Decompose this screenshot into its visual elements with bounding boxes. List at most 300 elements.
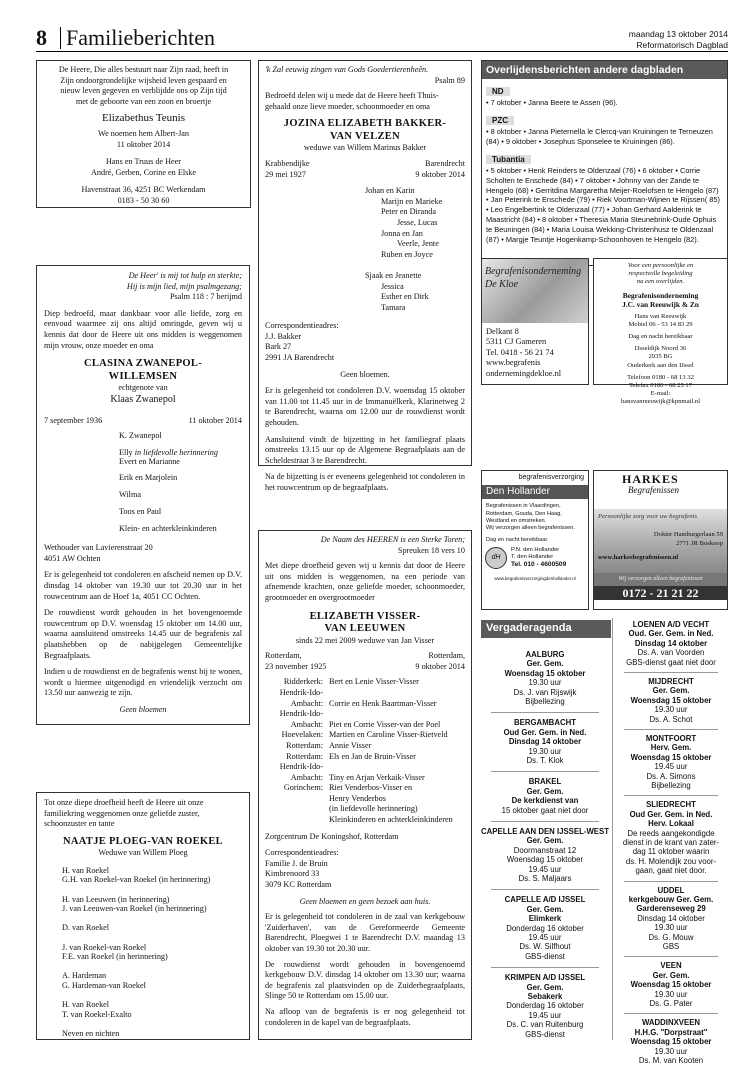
family-member: [62, 885, 242, 895]
agenda-church: Ger. Gem.: [652, 686, 690, 696]
birth-intro: [43, 65, 244, 107]
birth-place: Krabbendijke: [265, 158, 310, 168]
agenda-church: Ger. Gem.: [526, 786, 564, 796]
agenda-date: Dinsdag 14 oktober: [508, 737, 582, 747]
section-title: Familieberichten: [66, 25, 216, 50]
intro-line: na een overlijden.: [636, 278, 685, 286]
agenda-separator: [624, 795, 718, 796]
agenda-detail: Ds. W. Silfhout: [519, 942, 571, 952]
family-member: Els en Jan de Bruin-Visser: [329, 751, 416, 761]
agenda-church: Oud. Ger. Gem. in Ned.: [628, 629, 714, 639]
reeuwijk-contact: [596, 313, 725, 329]
ad-de-kloe: [481, 258, 589, 385]
address-line: J.J. Bakker: [265, 331, 302, 341]
obituary-intro: Met diepe droefheid geven wij u kennis dat door de Heere uit ons midden is weggenomen, na een periode van afnemende krachten, onze geliefde moeder, schoonmoeder, grootmoeder en overgrootmoeder: [265, 561, 465, 602]
family-names: [329, 720, 440, 731]
agenda-church: Garderenseweg 29: [636, 904, 706, 914]
harkes-note: Wij verzorgen alleen begrafenissen: [594, 573, 727, 586]
family-member: Wilma: [119, 490, 141, 500]
agenda-separator: [491, 771, 599, 772]
agenda-detail: Ds. S. Maljaars: [518, 874, 572, 884]
agenda-separator: [491, 967, 599, 968]
phone-line: Telefoon 0180 - 68 13 32: [627, 373, 694, 381]
agenda-date: Woensdag 15 oktober: [630, 980, 712, 990]
family-member: Elly in liefdevolle herinnering: [119, 448, 218, 458]
agenda-date: Dinsdag 14 oktober: [634, 638, 708, 648]
agenda-entry: [614, 677, 728, 724]
widow-of: sinds 22 mei 2009 weduwe van Jan Visser: [295, 635, 435, 645]
agenda-entry: [481, 895, 609, 961]
family-member: Tamara: [381, 302, 406, 312]
address-line: Tel. 0418 - 56 21 74: [486, 347, 554, 357]
family-member: Kleinkinderen en achterkleinkinderen: [329, 815, 453, 825]
agenda-separator: [491, 712, 599, 713]
life-dates: [265, 651, 465, 672]
obituary-intro: [44, 798, 242, 830]
family-list: [119, 432, 242, 533]
family-member: Ruben en Joyce: [381, 249, 433, 259]
family-member: H. van Roekel: [62, 1000, 110, 1010]
death-info: [415, 651, 465, 672]
agenda-detail: Ds. M. van Kooten: [638, 1056, 704, 1066]
family-member: [365, 260, 465, 271]
name-line: VAN VELZEN: [329, 130, 400, 142]
intro-line: De Heere, Die alles bestuurt naar Zijn raad, heeft in: [58, 65, 229, 74]
agenda-entry: [481, 973, 609, 1039]
obituary-zwanepol: [36, 265, 250, 725]
deceased-name: NAATJE PLOEG-VAN ROEKEL: [63, 835, 223, 847]
family-place: Rotterdam:: [286, 740, 323, 750]
care-home: Zorgcentrum De Koningshof, Rotterdam: [265, 831, 399, 841]
death-line: 9 oktober 2014: [415, 661, 465, 671]
death-date: 11 oktober 2014: [188, 415, 242, 425]
agenda-separator: [624, 956, 718, 957]
agenda-place: WADDINXVEEN: [641, 1018, 701, 1028]
person-line: P.N. den Hollander: [511, 547, 560, 553]
family-place: Hendrik-Ido-: [279, 709, 323, 719]
widow-of: Weduwe van Willem Ploeg: [98, 848, 188, 858]
family-address: [44, 543, 242, 564]
agenda-place: AALBURG: [525, 650, 565, 659]
agenda-detail: dag 11 oktober waarin: [632, 847, 710, 857]
agenda-church: Ger. Gem.: [652, 970, 690, 980]
deceased-name: [265, 611, 465, 636]
phone-line: hansvanreeuwijk@kpnmail.nl: [620, 398, 701, 406]
family-list: [365, 186, 465, 313]
agenda-date: Woensdag 15 oktober: [630, 1037, 712, 1047]
agenda-entry: [614, 734, 728, 790]
family-list: [265, 677, 465, 825]
address-line: 2991 JA Barendrecht: [265, 353, 335, 363]
bible-verse: [44, 271, 242, 292]
agenda-detail: 19.30 uur: [528, 678, 562, 688]
family-member: Riet Venderbos-Visser en: [329, 783, 413, 793]
agenda-detail: gaan, gaat niet door.: [635, 866, 707, 876]
reeuwijk-company: [596, 291, 725, 309]
agenda-place: VEEN: [660, 961, 682, 971]
meeting-agenda-title: Vergaderagenda: [481, 620, 611, 638]
family-names: [329, 773, 425, 784]
address-line: Dokter Hamburgerlaan 59: [653, 531, 723, 538]
family-place: Ambacht:: [290, 698, 323, 708]
deceased-name: [265, 118, 465, 143]
agenda-place: CAPELLE A/D IJSSEL: [504, 895, 586, 905]
obituary-bakker: [258, 60, 472, 492]
family-member: Bert en Lenie Visser-Visser: [329, 677, 419, 687]
agenda-detail: Donderdag 16 oktober: [506, 923, 584, 933]
birth-line: Rotterdam,: [265, 651, 302, 661]
intro-line: respectvolle begeleiding: [628, 270, 693, 278]
birth-date: 7 september 1936: [44, 415, 103, 425]
address-line: Bark 27: [265, 342, 292, 352]
agenda-separator: [491, 821, 599, 822]
address-line: 4051 AW Ochten: [44, 553, 101, 563]
agenda-entry: [614, 886, 728, 952]
intro-line: gehaald onze lieve moeder, schoonmoeder en oma: [265, 101, 430, 111]
address-line: 2771 JR Boskoop: [676, 539, 723, 547]
agenda-detail: Bijbellezing: [525, 697, 565, 707]
family-place: Gorinchem:: [283, 783, 323, 793]
family-row: [265, 720, 465, 731]
agenda-place: CAPELLE AAN DEN IJSSEL-WEST: [481, 827, 609, 836]
agenda-detail: GBS-dienst gaat niet door: [626, 657, 716, 667]
hollander-persons: [511, 547, 566, 561]
agenda-detail: Ds. C. van Ruitenburg: [506, 1020, 584, 1030]
family-row: [265, 677, 465, 688]
correspondence-address: [265, 332, 465, 364]
person-line: T. den Hollander: [511, 554, 554, 561]
agenda-church: Herv. Gem.: [650, 743, 692, 753]
death-date: 9 oktober 2014: [415, 169, 465, 179]
flowers-note: Geen bloemen: [119, 704, 167, 714]
harkes-name: HARKES: [622, 472, 679, 486]
hollander-contact: [482, 544, 588, 569]
family-member: Peter en Diranda: [381, 207, 437, 217]
intro-line: nieuw leven gegeven en verblijdde ons op Zijn tijd: [60, 86, 227, 96]
family-place: Rotterdam:: [286, 751, 323, 761]
agenda-date: Woensdag 15 oktober: [504, 668, 586, 678]
family-row: [265, 773, 465, 784]
agenda-church: kerkgebouw Ger. Gem.: [628, 895, 714, 904]
de-kloe-logo-text: Begrafenisonderneming De Kloe: [485, 266, 582, 290]
family-member: Piet en Corrie Visser-van der Poel: [329, 719, 441, 729]
agenda-church: Ger. Gem.: [526, 904, 564, 914]
agenda-church: Ger. Gem.: [526, 982, 564, 992]
flowers-note: Geen bloemen.: [340, 369, 390, 379]
company-line: J.C. van Reeuwijk & Zn: [622, 299, 699, 309]
after-burial-info: Na afloop van de begrafenis is er nog gelegenheid tot condoleren in de kapel van de begraafplaats.: [265, 1006, 465, 1027]
family-member: Erik en Marjolein: [119, 473, 178, 483]
family-member: F.E. van Roekel (in herinnering): [62, 952, 168, 962]
death-place: Barendrecht: [424, 158, 465, 168]
family-member: H. van Leeuwen (in herinnering): [62, 894, 170, 904]
family-member: Toos en Paul: [119, 507, 162, 516]
agenda-detail: Ds. G. Mouw: [648, 932, 694, 942]
address-line: 0183 - 50 30 60: [117, 195, 170, 205]
agenda-column-divider: [612, 618, 613, 1040]
death-notices-other-papers: [481, 60, 728, 266]
agenda-detail: Doormanstraat 12: [513, 845, 577, 855]
address-line: Familie J. de Bruin: [265, 858, 328, 868]
notices-pzc: • 8 oktober • Janna Pieternella le Clercq-van Kruiningen te Terneuzen (84) • 9 oktober • Josephus Sponselee te Kruiningen (86).: [486, 126, 713, 146]
issue-date: maandag 13 oktober 2014: [628, 29, 728, 39]
life-dates: [44, 416, 242, 427]
agenda-separator: [624, 729, 718, 730]
birth-info: [265, 651, 326, 672]
family-place: [265, 815, 323, 826]
family-member: Evert en Marianne: [119, 456, 180, 466]
family-row: [265, 762, 465, 773]
agenda-date: Woensdag 15 oktober: [630, 752, 712, 762]
source-pzc: PZC: [486, 116, 514, 125]
agenda-place: BRAKEL: [528, 777, 562, 787]
agenda-detail: Ds. J. van Rijswijk: [513, 687, 577, 697]
agenda-detail: GBS: [662, 942, 680, 952]
contact-line: Hans van Reeuwijk: [634, 312, 687, 320]
agenda-separator: [624, 672, 718, 673]
reeuwijk-address: [596, 345, 725, 370]
family-member: Marijn en Marieke: [381, 196, 443, 206]
harkes-tel: 0172 - 21 21 22: [594, 586, 727, 601]
family-names: [329, 730, 448, 741]
agenda-detail: 19.30 uur: [528, 746, 562, 756]
address-line: Wethouder van Lavierenstraat 20: [44, 543, 153, 553]
family-row: [265, 699, 465, 710]
agenda-place: KRIMPEN A/D IJSSEL: [504, 973, 586, 983]
agenda-place: BERGAMBACHT: [514, 718, 576, 728]
agenda-church: Ger. Gem.: [526, 836, 564, 846]
hollander-url: www.begrafenisverzorgingdenhollander.nl: [494, 575, 576, 581]
page-number: 8: [36, 25, 47, 50]
phone-line: Telefax 0180 - 68 25 17: [628, 382, 693, 390]
hollander-top: begrafenisverzorging: [518, 474, 584, 481]
body-line: Rotterdam, Gouda, Den Haag,: [486, 510, 562, 517]
address-line: IJsseldijk Noord 36: [634, 345, 687, 353]
agenda-entry: [481, 777, 609, 815]
family-place: Hendrik-Ido-: [279, 762, 323, 772]
agenda-place: LOENEN A/D VECHT: [632, 620, 710, 629]
condolence-info: Er is gelegenheid tot condoleren en afscheid nemen op D.V. dinsdag 14 oktober van 19.30 uur tot 20.30 uur in het rouwcentrum aan de Hoef 1a, 4051 CC Ochten.: [44, 570, 242, 601]
after-burial-info: Na de bijzetting is er eveneens gelegenheid tot condoleren in het rouwcentrum op de begraafplaats.: [265, 472, 465, 492]
family-names: [329, 677, 419, 688]
agenda-church: Elimkerk: [528, 914, 562, 924]
agenda-detail: 19.30 uur: [654, 705, 688, 715]
name-line: JOZINA ELIZABETH BAKKER-: [283, 118, 447, 130]
agenda-church: Ger. Gem.: [526, 659, 564, 669]
verse-reference: Spreuken 18 vers 10: [397, 545, 465, 555]
intro-line: Bedroefd delen wij u mede dat de Heere heeft Thuis-: [265, 91, 439, 101]
agenda-detail: 19.30 uur: [654, 923, 688, 933]
address-line: ondernemingdekloe.nl: [486, 368, 562, 378]
child-call-name: [43, 129, 244, 150]
burial-info: Aansluitend vindt de bijzetting in het familiegraf plaats omstreeks 13.15 uur op de Algemene Begraafplaats aan de Scheldestraat 3 te Barendrecht.: [265, 434, 465, 465]
header-divider: [60, 27, 61, 49]
intro-line: Tot onze diepe droefheid heeft de Heere uit onze: [44, 798, 204, 807]
family-member: H. van Roekel: [62, 865, 110, 875]
harkes-slogan: Persoonlijke zorg voor uw begrafenis: [598, 513, 698, 520]
family-member: A. Hardeman: [62, 971, 107, 981]
ad-harkes: [593, 470, 728, 610]
agenda-church: Oud Ger. Gem. in Ned.: [503, 727, 587, 737]
family-member: G.H. van Roekel-van Roekel (in herinnering): [62, 875, 211, 885]
verse-line: De Heer' is mij tot hulp en sterkte;: [128, 271, 242, 280]
agenda-detail: Dinsdag 14 oktober: [637, 913, 705, 923]
de-kloe-logo: [482, 259, 588, 323]
address-line: 2935 BG: [648, 353, 673, 361]
family-names: [329, 699, 437, 710]
family-member: [62, 914, 242, 924]
name-line: VAN LEEUWEN: [324, 623, 406, 635]
intro-line: met de geboorte van een zoon en broertje: [75, 96, 212, 106]
agenda-entry: [614, 800, 728, 875]
agenda-entry: [481, 827, 609, 883]
family-member: Jesse, Lucas: [397, 217, 438, 227]
hollander-tel: Tel. 010 - 4600509: [511, 561, 567, 569]
death-notices-title: Overlijdensberichten andere dagbladen: [482, 61, 727, 79]
body-line: Wij verzorgen alleen begrafenissen.: [486, 525, 575, 532]
family-place: Ambacht:: [290, 719, 323, 729]
obituary-ploeg: [36, 792, 250, 1040]
family-place: Hendrik-Ido-: [279, 687, 323, 697]
family-names: [329, 752, 416, 763]
family-place: Hoevelaken:: [281, 730, 323, 740]
family-row: [265, 815, 465, 826]
agenda-detail: 19.45 uur: [654, 762, 688, 772]
family-row: [265, 709, 465, 720]
family-names: [329, 741, 371, 752]
hollander-service: Dag en nacht bereikbaar.: [486, 536, 549, 543]
bible-verse: 'k Zal eeuwig zingen van Gods Goedertierenheên.: [265, 65, 429, 74]
family-member: K. Zwanepol: [119, 431, 162, 441]
death-line: Rotterdam,: [428, 651, 465, 661]
agenda-entry: [614, 961, 728, 1008]
notices-nd: • 7 oktober • Janna Beere te Assen (96).: [486, 98, 618, 107]
agenda-separator: [624, 1013, 718, 1014]
agenda-detail: ds. H. Molendijk zou voor-: [625, 856, 717, 866]
agenda-detail: GBS-dienst: [525, 1029, 565, 1039]
agenda-church: Herv. Lokaal: [648, 819, 694, 829]
address-line: Delkant 8: [486, 327, 519, 336]
reeuwijk-phone: [596, 374, 725, 407]
reeuwijk-intro: [596, 262, 725, 287]
family-member: (in liefdevolle herinnering): [329, 804, 418, 814]
family-row: [265, 730, 465, 741]
agenda-entry: [614, 620, 728, 667]
agenda-detail: Ds. G. Pater: [649, 999, 693, 1009]
condolence-info: Er is gelegenheid tot condoleren in de zaal van kerkgebouw 'Zuiderhaven', van de Gereformeerde Gemeente Barendrecht, Ploegwei 1 te Barendrecht D.V. maandag 13 oktober van 19.30 tot 20.30 uur.: [265, 912, 465, 953]
name-line: ELIZABETH VISSER-: [309, 610, 421, 622]
agenda-detail: Donderdag 16 oktober: [506, 1001, 584, 1011]
life-dates: [265, 159, 465, 180]
hollander-name: Den Hollander: [482, 485, 588, 500]
ad-den-hollander: [481, 470, 589, 610]
agenda-detail: GBS-dienst: [525, 951, 565, 961]
agenda-date: Woensdag 15 oktober: [630, 695, 712, 705]
name-line: WILLEMSEN: [108, 370, 178, 382]
intro-line: Voor een persoonlijke en: [627, 262, 694, 269]
agenda-detail: Ds. A. Simons: [646, 771, 696, 781]
agenda-place: SLIEDRECHT: [646, 800, 696, 810]
agenda-place: MONTFOORT: [645, 734, 697, 743]
family-member: Klein- en achterkleinkinderen: [119, 523, 217, 533]
agenda-detail: Ds. A. van Voorden: [637, 648, 705, 658]
address-line: 3079 KC Rotterdam: [265, 880, 332, 890]
harkes-photo: [594, 509, 727, 573]
agenda-entry: [481, 718, 609, 765]
bible-verse: De Naam des HEEREN is een Sterke Toren;: [320, 535, 465, 544]
family-member: [62, 962, 242, 972]
family-row: [265, 752, 465, 763]
newspaper-name: Reformatorisch Dagblad: [636, 40, 728, 50]
correspondence-address: [265, 859, 465, 891]
verse-reference: Psalm 89: [434, 75, 465, 85]
parents-line: Hans en Truus de Heer: [105, 157, 182, 167]
family-member: Henry Venderbos: [329, 793, 386, 803]
agenda-detail: Ds. T. Klok: [526, 756, 564, 766]
intro-line: Zijn ondoorgrondelijke wijsheid leven gespaard en: [60, 75, 227, 85]
source-nd: ND: [486, 87, 510, 96]
family-member: Jonna en Jan: [381, 228, 423, 238]
family-member: [62, 991, 242, 1001]
verse-reference: Psalm 118 : 7 berijmd: [169, 292, 242, 302]
family-list: [62, 866, 242, 1039]
family-member: D. van Roekel: [62, 923, 110, 933]
widow-of: weduwe van Willem Marinus Bakker: [303, 143, 427, 153]
family-member: Sjaak en Jeanette: [365, 270, 422, 280]
family-member: T. van Roekel-Exalto: [62, 1009, 132, 1019]
agenda-detail: 19.45 uur: [528, 864, 562, 874]
agenda-entry: [614, 1018, 728, 1065]
source-tubantia: Tubantia: [486, 155, 531, 164]
obituary-intro: Diep bedroefd, maar dankbaar voor alle liefde, zorg en eenvoud waarmee zij ons altijd omringde, geven wij u kennis dat door de Heere uit ons midden is weggenomen mijn vrouw, onze moeder en oma: [44, 308, 242, 350]
call-line: We noemen hem Albert-Jan: [98, 128, 189, 138]
agenda-entry: [481, 650, 609, 706]
address-line: Ouderkerk aan den IJssel: [627, 361, 694, 369]
agenda-place: MIJDRECHT: [648, 677, 694, 686]
company-line: Begrafenisonderneming: [622, 290, 699, 300]
family-member: [62, 933, 242, 943]
family-address: [43, 185, 244, 206]
phone-line: E-mail:: [650, 390, 671, 398]
agenda-detail: 19.30 uur: [654, 989, 688, 999]
body-line: Begrafenissen in Vlaardingen,: [486, 503, 561, 510]
correspondence-label: Correspondentieadres:: [265, 848, 339, 858]
family-member: Johan en Karin: [365, 186, 415, 196]
correspondence-label: Correspondentieadres:: [265, 321, 339, 331]
address-line: Havenstraat 36, 4251 BC Werkendam: [81, 185, 206, 195]
condolence-info: Er is gelegenheid tot condoleren D.V. woensdag 15 oktober van 11.00 tot 11.45 uur in de Immanuëlkerk, Klarinetweg 2 te Barendrecht, waarna om 12.00 uur de rouwdienst wordt gehouden.: [265, 386, 465, 428]
family-row: [265, 783, 465, 815]
family-place: Ambacht:: [290, 772, 323, 782]
family-row: [265, 741, 465, 752]
intro-line: familiekring weggenomen onze geliefde zuster,: [44, 808, 200, 818]
spouse-label: echtgenote van: [118, 383, 168, 393]
birth-date: 29 mei 1927: [265, 169, 306, 179]
flowers-note: Geen bloemen en geen bezoek aan huis.: [299, 896, 431, 906]
agenda-church: H.H.G. "Dorpstraat": [634, 1027, 708, 1037]
family-member: Tiny en Arjan Verkaik-Visser: [329, 772, 425, 782]
spouse-name: Klaas Zwanepol: [110, 393, 176, 405]
de-kloe-address: [482, 323, 588, 383]
agenda-detail: 15 oktober gaat niet door: [501, 805, 589, 815]
agenda-separator: [624, 881, 718, 882]
birth-line: 23 november 1925: [265, 661, 327, 671]
name-line: CLASINA ZWANEPOL-: [84, 358, 202, 370]
family-member: [62, 1019, 242, 1029]
family-member: Veerle, Jente: [397, 239, 439, 249]
family-names: [329, 783, 418, 815]
family-names: [329, 815, 453, 826]
